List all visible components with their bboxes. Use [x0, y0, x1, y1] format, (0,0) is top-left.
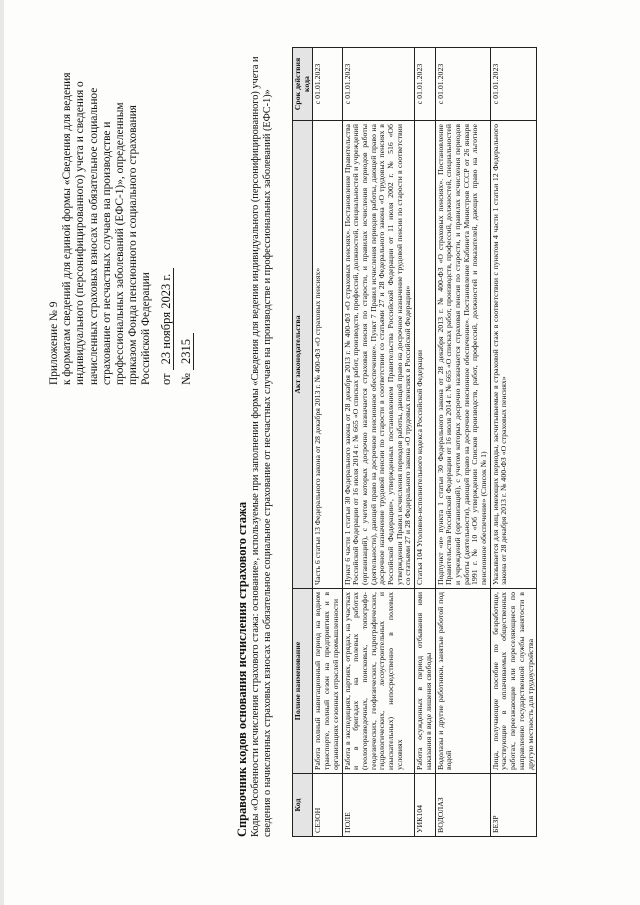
- order-date: 23 ноября 2023 г.: [160, 268, 174, 371]
- appendix-text-line: к форматам сведений для единой формы «Сведения для ведения: [61, 72, 74, 385]
- table-row: [435, 48, 490, 837]
- cell-code: ПОЛЕ: [342, 774, 415, 837]
- header-name: Полное наименование: [293, 589, 313, 774]
- header-date: Срок действия кода: [293, 48, 313, 121]
- cell-act: Указывается для лиц, имеющих периоды, засчитываемые в страховой стаж в соответствии с пунктом 4 части 1 статьи 12 Федерального закона от 28 декабря 2013 г. № 400-ФЗ «О страховых пенсиях»: [490, 121, 537, 589]
- appendix-text-line: начисленных страховых взносах на обязательное социальное: [87, 87, 100, 385]
- reference-title: Справочник кодов основания исчисления страхового стажа: [235, 501, 249, 837]
- cell-date: с 01.01.2023: [342, 48, 415, 121]
- intro-paragraph: Коды «Особенности исчисления страхового стажа: основание», используемые при заполнении формы «Сведения для ведения индивидуального (персонифицированного) учета и сведения о начисленных страховых взносах на обязательное социальное страхование от несчастных случаев на производстве и профессиональных заболеваний (ЕФС-1)»: [250, 56, 273, 837]
- cell-code: СЕЗОН: [313, 774, 342, 837]
- cell-code: БЕЗР: [490, 774, 537, 837]
- header-code: Код: [293, 774, 313, 837]
- cell-name: Работа осужденных в период отбывания ими наказания в виде лишения свободы: [415, 589, 435, 774]
- cell-code: ВОДОЛАЗ: [435, 774, 490, 837]
- cell-act: Часть 6 статьи 13 Федерального закона от 28 декабря 2013 г. № 400-ФЗ «О страховых пенсиях»: [313, 121, 342, 589]
- cell-name: Работа в экспедициях, партиях, отрядах, на участках и в бригадах на полевых работах (геологоразведочных, поисковых, топографо-геодезических, геофизических, гидрографических, гидрологических, лесоустроительных и изыскательных) непосредственно в полевых условиях: [342, 589, 415, 774]
- cell-code: УИК104: [415, 774, 435, 837]
- appendix-text-line: приказом Фонда пенсионного и социального страхования: [127, 105, 140, 385]
- cell-name: Работа полный навигационный период на водном транспорте, полный сезон на предприятиях и в организациях сезонных отраслей промышленности: [313, 589, 342, 774]
- order-number-line: [180, 50, 194, 385]
- codes-table: [292, 47, 537, 837]
- cell-act: Пункт 6 части 1 статьи 30 Федерального закона от 28 декабря 2013 г. № 400-ФЗ «О страховых пенсиях». Постановление Правительства Российской Федерации от 16 июля 2014 г. № 665 «О списках работ, производств, профессий, должностей, специальностей и учреждений (организаций), с учетом которых досрочно назначается страховая пенсия по старости, и правилах исчисления периодов работы (деятельности), дающей право на досрочное пенсионное обеспечение». Пункт 7 Правил исчисления периодов работы, дающей право на досрочное назначение трудовой пенсии по старости в соответствии со статьями 27 и 28 Федерального закона «О трудовых пенсиях в Российской Федерации», утвержденных постановлением Правительства Российской Федерации от 11 июля 2002 г. № 516 «Об утверждении Правил исчисления периодов работы, дающей право на досрочное назначение трудовой пенсии по старости в соответствии со статьями 27 и 28 Федерального закона «О трудовых пенсиях в Российской Федерации»: [342, 121, 415, 589]
- cell-act: Статья 104 Уголовно-исполнительного кодекса Российской Федерации: [415, 121, 435, 589]
- cell-date: с 01.01.2023: [313, 48, 342, 121]
- appendix-text-line: Российской Федерации: [140, 272, 153, 385]
- cell-name: Водолазы и другие работники, занятые работой под водой: [435, 589, 490, 774]
- order-date-line: [160, 50, 174, 385]
- appendix-text-line: профессиональных заболеваний (ЕФС-1)», определенным: [114, 102, 127, 385]
- cell-date: с 01.01.2023: [490, 48, 537, 121]
- table-row: [342, 48, 415, 837]
- cell-date: с 01.01.2023: [415, 48, 435, 121]
- table-row: [313, 48, 342, 837]
- order-number: 2315: [180, 333, 194, 370]
- table-row: [415, 48, 435, 837]
- appendix-text-line: индивидуального (персонифицированного) учета и сведения о: [74, 81, 87, 385]
- cell-date: с 01.01.2023: [435, 48, 490, 121]
- table-row: [490, 48, 537, 837]
- number-prefix: №: [178, 373, 193, 385]
- appendix-number: Приложение № 9: [48, 301, 60, 385]
- cell-act: Подпункт «и» пункта 1 статьи 30 Федерального закона от 28 декабря 2013 г. № 400-ФЗ «О страховых пенсиях». Постановление Правительства Российской Федерации от 16 июля 2014 г. № 665 «О списках работ, производств, профессий, должностей, специальностей и учреждений (организаций), с учетом которых досрочно назначается страховая пенсия по старости, и правилах исчисления периодов работы (деятельности), дающей право на досрочное пенсионное обеспечение». Постановление Кабинета Министров СССР от 26 января 1991 г. № 10 «Об утверждении Списков производств, работ, профессий, должностей и показателей, дающих право на льготное пенсионное обеспечение» (Список № 1): [435, 121, 490, 589]
- date-prefix: от: [158, 373, 173, 385]
- appendix-text-line: страхование от несчастных случаев на производстве и: [100, 121, 113, 385]
- cell-name: Лица, получающие пособие по безработице, участвующие в оплачиваемых общественных работах, переезжающие или переселяющиеся по направлению государственной службы занятости в другую местность для трудоустройства: [490, 589, 537, 774]
- table-header-row: [293, 48, 313, 837]
- header-act: Акт законодательства: [293, 121, 313, 589]
- appendix-header: [48, 50, 194, 385]
